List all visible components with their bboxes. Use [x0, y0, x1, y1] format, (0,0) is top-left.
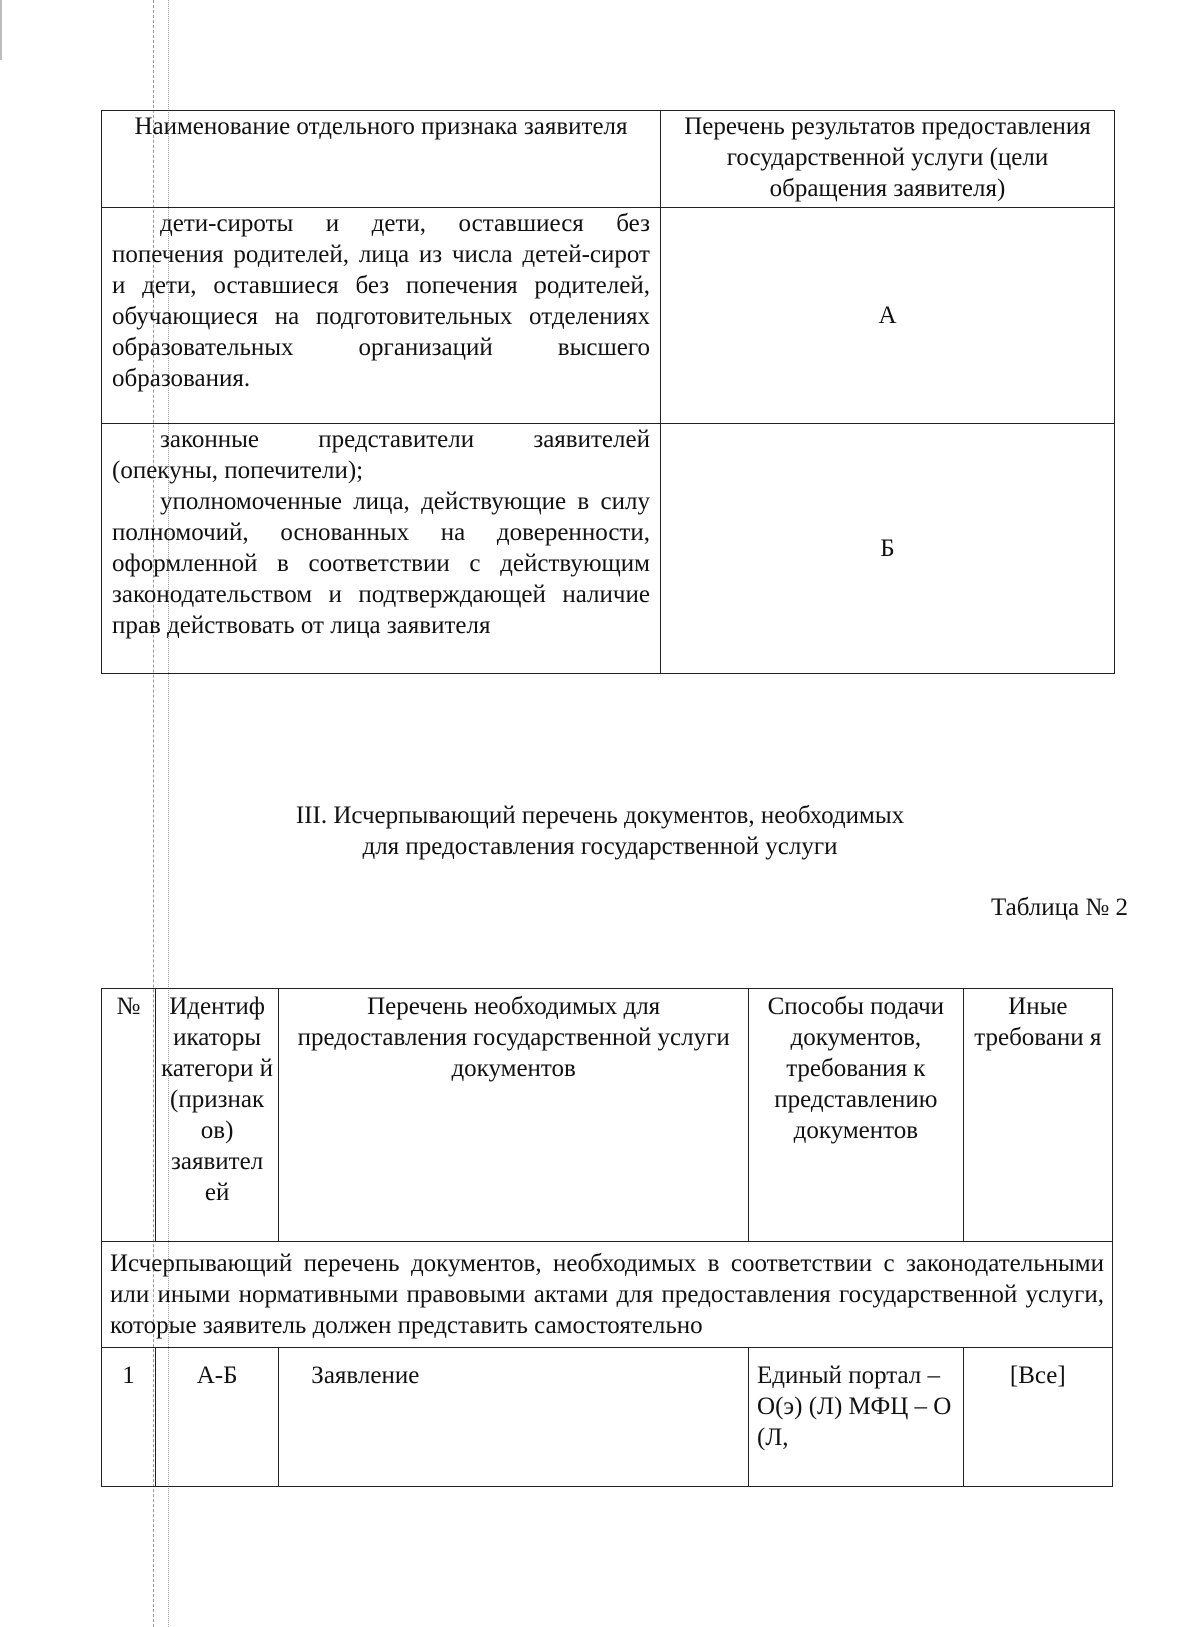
table-header-row [102, 111, 1115, 208]
span-row-text: Исчерпывающий перечень документов, необходимых в соответствии с законодательными или иными нормативными правовыми актами для предоставления государственной услуги, которые заявитель должен представить самостоятельно [102, 1242, 1113, 1348]
header-submission-methods: Способы подачи документов, требования к представлению документов [749, 989, 964, 1242]
feature-text: уполномоченные лица, действующие в силу полномочий, основанных на доверенности, оформленной в соответствии с действующим законодательством и подтверждающей наличие прав действовать от лица заявителя [112, 488, 650, 639]
scan-edge-mark [0, 0, 2, 60]
row-number: 1 [102, 1348, 156, 1487]
header-feature-name: Наименование отдельного признака заявителя [102, 111, 661, 208]
applicant-features-table [101, 110, 1115, 674]
table-span-row [102, 1242, 1113, 1348]
row-identifiers: А-Б [155, 1348, 278, 1487]
feature-text: дети-сироты и дети, оставшиеся без попечения родителей, лица из числа детей-сирот и дети, оставшиеся без попечения родителей, обучающиеся на подготовительных отделениях образовательных организаций высшего образования. [112, 210, 650, 392]
documents-table [101, 988, 1113, 1487]
header-other-requirements: Иные требовани я [963, 989, 1112, 1242]
table-row [102, 208, 1115, 424]
row-other: [Все] [963, 1348, 1112, 1487]
section-heading-line: для предоставления государственной услуги [362, 833, 838, 860]
table-row [102, 1348, 1113, 1487]
result-cell: А [660, 208, 1114, 424]
table-number-label: Таблица № 2 [990, 894, 1128, 921]
table-row [102, 424, 1115, 674]
feature-cell [102, 424, 661, 674]
header-documents-list: Перечень необходимых для предоставления государственной услуги документов [279, 989, 749, 1242]
section-heading-line: III. Исчерпывающий перечень документов, необходимых [295, 802, 905, 829]
feature-text: законные представители заявителей (опекуны, попечители); [112, 426, 650, 484]
header-identifiers: Идентиф икаторы категори й (признак ов) заявител ей [155, 989, 278, 1242]
row-methods: Единый портал – О(э) (Л) МФЦ – О (Л, [749, 1348, 964, 1487]
table-header-row [102, 989, 1113, 1242]
header-results-list: Перечень результатов предоставления государственной услуги (цели обращения заявителя) [660, 111, 1114, 208]
result-cell: Б [660, 424, 1114, 674]
feature-cell [102, 208, 661, 424]
header-number: № [102, 989, 156, 1242]
section-heading [0, 800, 1200, 862]
row-document: Заявление [279, 1348, 749, 1487]
